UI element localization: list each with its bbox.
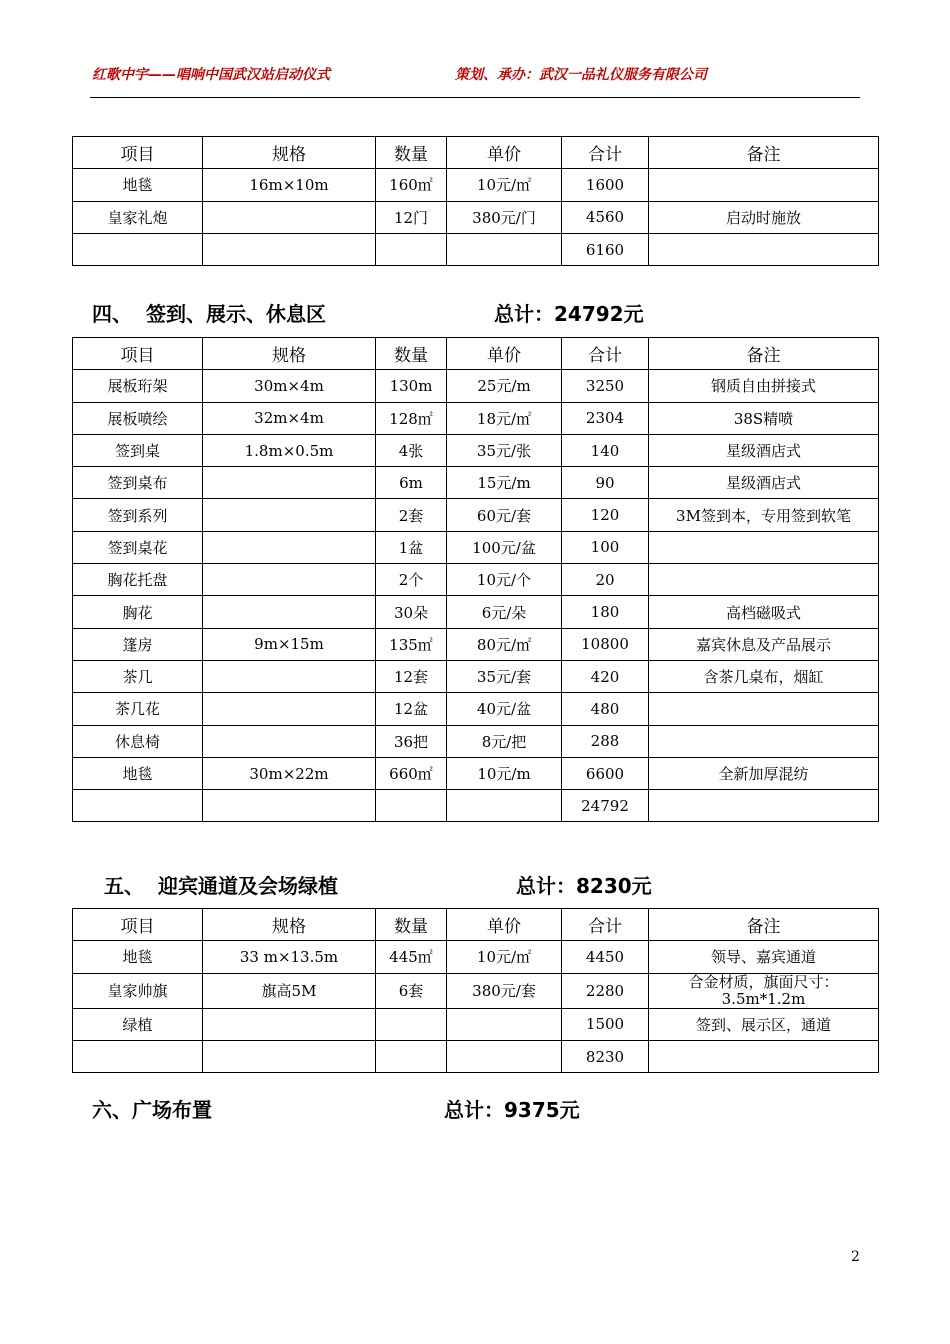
cell-quantity: 6套 [376, 973, 447, 1008]
table-row [73, 1008, 879, 1040]
cell-unit-price: 35元/套 [447, 660, 562, 692]
cell-remark: 3M签到本，专用签到软笔 [649, 499, 879, 531]
table-row [73, 233, 879, 265]
table-row [73, 201, 879, 233]
section-4-total: 总计：24792元 [494, 302, 644, 326]
column-header-subtotal: 合计 [562, 338, 649, 370]
cell-item: 皇家帅旗 [73, 973, 203, 1008]
table-row [73, 790, 879, 822]
cell-remark [649, 564, 879, 596]
cell-item: 地毯 [73, 757, 203, 789]
cell-subtotal: 1600 [562, 169, 649, 201]
table-row [73, 402, 879, 434]
header-left-text: 红歌中宇——唱响中国武汉站启动仪式 [92, 67, 330, 83]
cell-unit-price: 10元/个 [447, 564, 562, 596]
cell-unit-price: 35元/张 [447, 434, 562, 466]
table-row [73, 973, 879, 1008]
cell-spec [203, 725, 376, 757]
cell-spec [203, 233, 376, 265]
checkin-display-rest-table [72, 337, 879, 822]
cell-subtotal: 100 [562, 531, 649, 563]
cell-spec: 9m×15m [203, 628, 376, 660]
cell-unit-price [447, 790, 562, 822]
table-row [73, 467, 879, 499]
table-row [73, 628, 879, 660]
cell-spec [203, 596, 376, 628]
cell-remark: 全新加厚混纺 [649, 757, 879, 789]
cell-subtotal: 2280 [562, 973, 649, 1008]
cell-subtotal: 140 [562, 434, 649, 466]
cell-subtotal: 288 [562, 725, 649, 757]
cell-unit-price: 10元/m [447, 757, 562, 789]
column-header-unit-price: 单价 [447, 909, 562, 941]
cell-item [73, 1040, 203, 1072]
cell-item: 茶几 [73, 660, 203, 692]
cell-remark: 嘉宾休息及产品展示 [649, 628, 879, 660]
cell-spec: 旗高5M [203, 973, 376, 1008]
cell-item: 绿植 [73, 1008, 203, 1040]
table-row [73, 693, 879, 725]
table-header-row [73, 137, 879, 169]
cell-unit-price: 80元/㎡ [447, 628, 562, 660]
cell-remark: 星级酒店式 [649, 467, 879, 499]
cell-remark: 合金材质，旗面尺寸：3.5m*1.2m [649, 973, 879, 1008]
table-row [73, 1040, 879, 1072]
table-row [73, 434, 879, 466]
cell-subtotal: 4560 [562, 201, 649, 233]
cell-subtotal: 4450 [562, 941, 649, 973]
cell-item: 签到桌布 [73, 467, 203, 499]
table-row [73, 941, 879, 973]
cell-unit-price: 15元/m [447, 467, 562, 499]
column-header-subtotal: 合计 [562, 137, 649, 169]
cell-subtotal: 8230 [562, 1040, 649, 1072]
section-5-title: 迎宾通道及会场绿植 [158, 874, 338, 898]
cell-spec: 30m×22m [203, 757, 376, 789]
cell-item [73, 233, 203, 265]
column-header-spec: 规格 [203, 338, 376, 370]
table-row [73, 660, 879, 692]
table-row [73, 725, 879, 757]
cell-quantity: 12门 [376, 201, 447, 233]
cell-quantity [376, 1040, 447, 1072]
table-header-row [73, 338, 879, 370]
cell-item: 签到系列 [73, 499, 203, 531]
cell-quantity [376, 1008, 447, 1040]
cell-unit-price: 8元/把 [447, 725, 562, 757]
column-header-remark: 备注 [649, 137, 879, 169]
cell-quantity: 12套 [376, 660, 447, 692]
table-header-row [73, 909, 879, 941]
cell-spec: 30m×4m [203, 370, 376, 402]
cell-item: 地毯 [73, 941, 203, 973]
cell-item: 签到桌 [73, 434, 203, 466]
cell-unit-price: 100元/盆 [447, 531, 562, 563]
cell-subtotal: 10800 [562, 628, 649, 660]
section-4-number: 四、 [92, 302, 132, 326]
cell-unit-price [447, 1040, 562, 1072]
table-row [73, 499, 879, 531]
cell-unit-price [447, 233, 562, 265]
cell-unit-price: 25元/m [447, 370, 562, 402]
cell-remark [649, 725, 879, 757]
cell-remark: 领导、嘉宾通道 [649, 941, 879, 973]
cell-spec [203, 660, 376, 692]
cell-spec [203, 201, 376, 233]
cell-quantity: 36把 [376, 725, 447, 757]
cell-remark: 高档磁吸式 [649, 596, 879, 628]
cell-item: 皇家礼炮 [73, 201, 203, 233]
column-header-quantity: 数量 [376, 338, 447, 370]
cell-remark: 38S精喷 [649, 402, 879, 434]
cell-quantity: 30朵 [376, 596, 447, 628]
column-header-spec: 规格 [203, 137, 376, 169]
column-header-quantity: 数量 [376, 909, 447, 941]
cell-quantity: 12盆 [376, 693, 447, 725]
cell-remark: 含茶几桌布，烟缸 [649, 660, 879, 692]
cell-item: 签到桌花 [73, 531, 203, 563]
cell-subtotal: 120 [562, 499, 649, 531]
cell-subtotal: 1500 [562, 1008, 649, 1040]
cell-item: 休息椅 [73, 725, 203, 757]
cell-spec: 32m×4m [203, 402, 376, 434]
cell-remark: 钢质自由拼接式 [649, 370, 879, 402]
column-header-subtotal: 合计 [562, 909, 649, 941]
cell-spec: 16m×10m [203, 169, 376, 201]
cell-unit-price [447, 1008, 562, 1040]
header-divider [90, 97, 860, 98]
cell-subtotal: 2304 [562, 402, 649, 434]
cell-quantity [376, 790, 447, 822]
table-row [73, 564, 879, 596]
cell-unit-price: 380元/套 [447, 973, 562, 1008]
welcome-passage-greenery-table [72, 908, 879, 1073]
cell-spec [203, 1040, 376, 1072]
cell-quantity: 2套 [376, 499, 447, 531]
cell-subtotal: 24792 [562, 790, 649, 822]
cell-unit-price: 380元/门 [447, 201, 562, 233]
cell-unit-price: 10元/㎡ [447, 941, 562, 973]
cell-remark: 签到、展示区，通道 [649, 1008, 879, 1040]
table-row [73, 531, 879, 563]
column-header-spec: 规格 [203, 909, 376, 941]
table-row [73, 757, 879, 789]
cell-quantity [376, 233, 447, 265]
header-right-text: 策划、承办：武汉一品礼仪服务有限公司 [455, 67, 707, 83]
page-number: 2 [851, 1249, 860, 1265]
cell-spec [203, 693, 376, 725]
table-row [73, 169, 879, 201]
cell-subtotal: 20 [562, 564, 649, 596]
cell-quantity: 160㎡ [376, 169, 447, 201]
cell-quantity: 128㎡ [376, 402, 447, 434]
cell-spec [203, 531, 376, 563]
cell-subtotal: 180 [562, 596, 649, 628]
cell-unit-price: 60元/套 [447, 499, 562, 531]
section-4-title: 签到、展示、休息区 [146, 302, 326, 326]
cell-quantity: 445㎡ [376, 941, 447, 973]
column-header-unit-price: 单价 [447, 137, 562, 169]
cell-quantity: 1盆 [376, 531, 447, 563]
cell-item: 胸花 [73, 596, 203, 628]
section-6-total: 总计：9375元 [444, 1098, 580, 1122]
cell-unit-price: 18元/㎡ [447, 402, 562, 434]
cell-item: 展板珩架 [73, 370, 203, 402]
section-5-number: 五、 [104, 874, 144, 898]
cell-item: 胸花托盘 [73, 564, 203, 596]
cell-remark: 启动时施放 [649, 201, 879, 233]
cell-item: 篷房 [73, 628, 203, 660]
column-header-unit-price: 单价 [447, 338, 562, 370]
column-header-quantity: 数量 [376, 137, 447, 169]
cell-remark [649, 169, 879, 201]
cell-remark [649, 1040, 879, 1072]
cell-spec [203, 564, 376, 596]
column-header-remark: 备注 [649, 909, 879, 941]
cell-subtotal: 420 [562, 660, 649, 692]
section-6-title: 六、广场布置 [92, 1098, 212, 1122]
cell-spec [203, 499, 376, 531]
cell-spec: 33 m×13.5m [203, 941, 376, 973]
cell-unit-price: 6元/朵 [447, 596, 562, 628]
column-header-item: 项目 [73, 137, 203, 169]
cell-quantity: 135㎡ [376, 628, 447, 660]
table-row [73, 596, 879, 628]
cell-subtotal: 6160 [562, 233, 649, 265]
cell-quantity: 130m [376, 370, 447, 402]
cell-quantity: 6m [376, 467, 447, 499]
cell-remark [649, 790, 879, 822]
cell-subtotal: 90 [562, 467, 649, 499]
equipment-table-1 [72, 136, 879, 266]
cell-subtotal: 3250 [562, 370, 649, 402]
cell-unit-price: 40元/盆 [447, 693, 562, 725]
cell-remark: 星级酒店式 [649, 434, 879, 466]
cell-remark [649, 531, 879, 563]
cell-item: 茶几花 [73, 693, 203, 725]
cell-quantity: 660㎡ [376, 757, 447, 789]
cell-spec [203, 790, 376, 822]
cell-item: 地毯 [73, 169, 203, 201]
cell-spec [203, 467, 376, 499]
cell-unit-price: 10元/㎡ [447, 169, 562, 201]
column-header-item: 项目 [73, 909, 203, 941]
cell-item [73, 790, 203, 822]
cell-subtotal: 6600 [562, 757, 649, 789]
cell-remark [649, 233, 879, 265]
cell-item: 展板喷绘 [73, 402, 203, 434]
cell-quantity: 4张 [376, 434, 447, 466]
column-header-item: 项目 [73, 338, 203, 370]
cell-quantity: 2个 [376, 564, 447, 596]
cell-spec [203, 1008, 376, 1040]
cell-remark [649, 693, 879, 725]
section-5-total: 总计：8230元 [516, 874, 652, 898]
table-row [73, 370, 879, 402]
cell-subtotal: 480 [562, 693, 649, 725]
cell-spec: 1.8m×0.5m [203, 434, 376, 466]
column-header-remark: 备注 [649, 338, 879, 370]
